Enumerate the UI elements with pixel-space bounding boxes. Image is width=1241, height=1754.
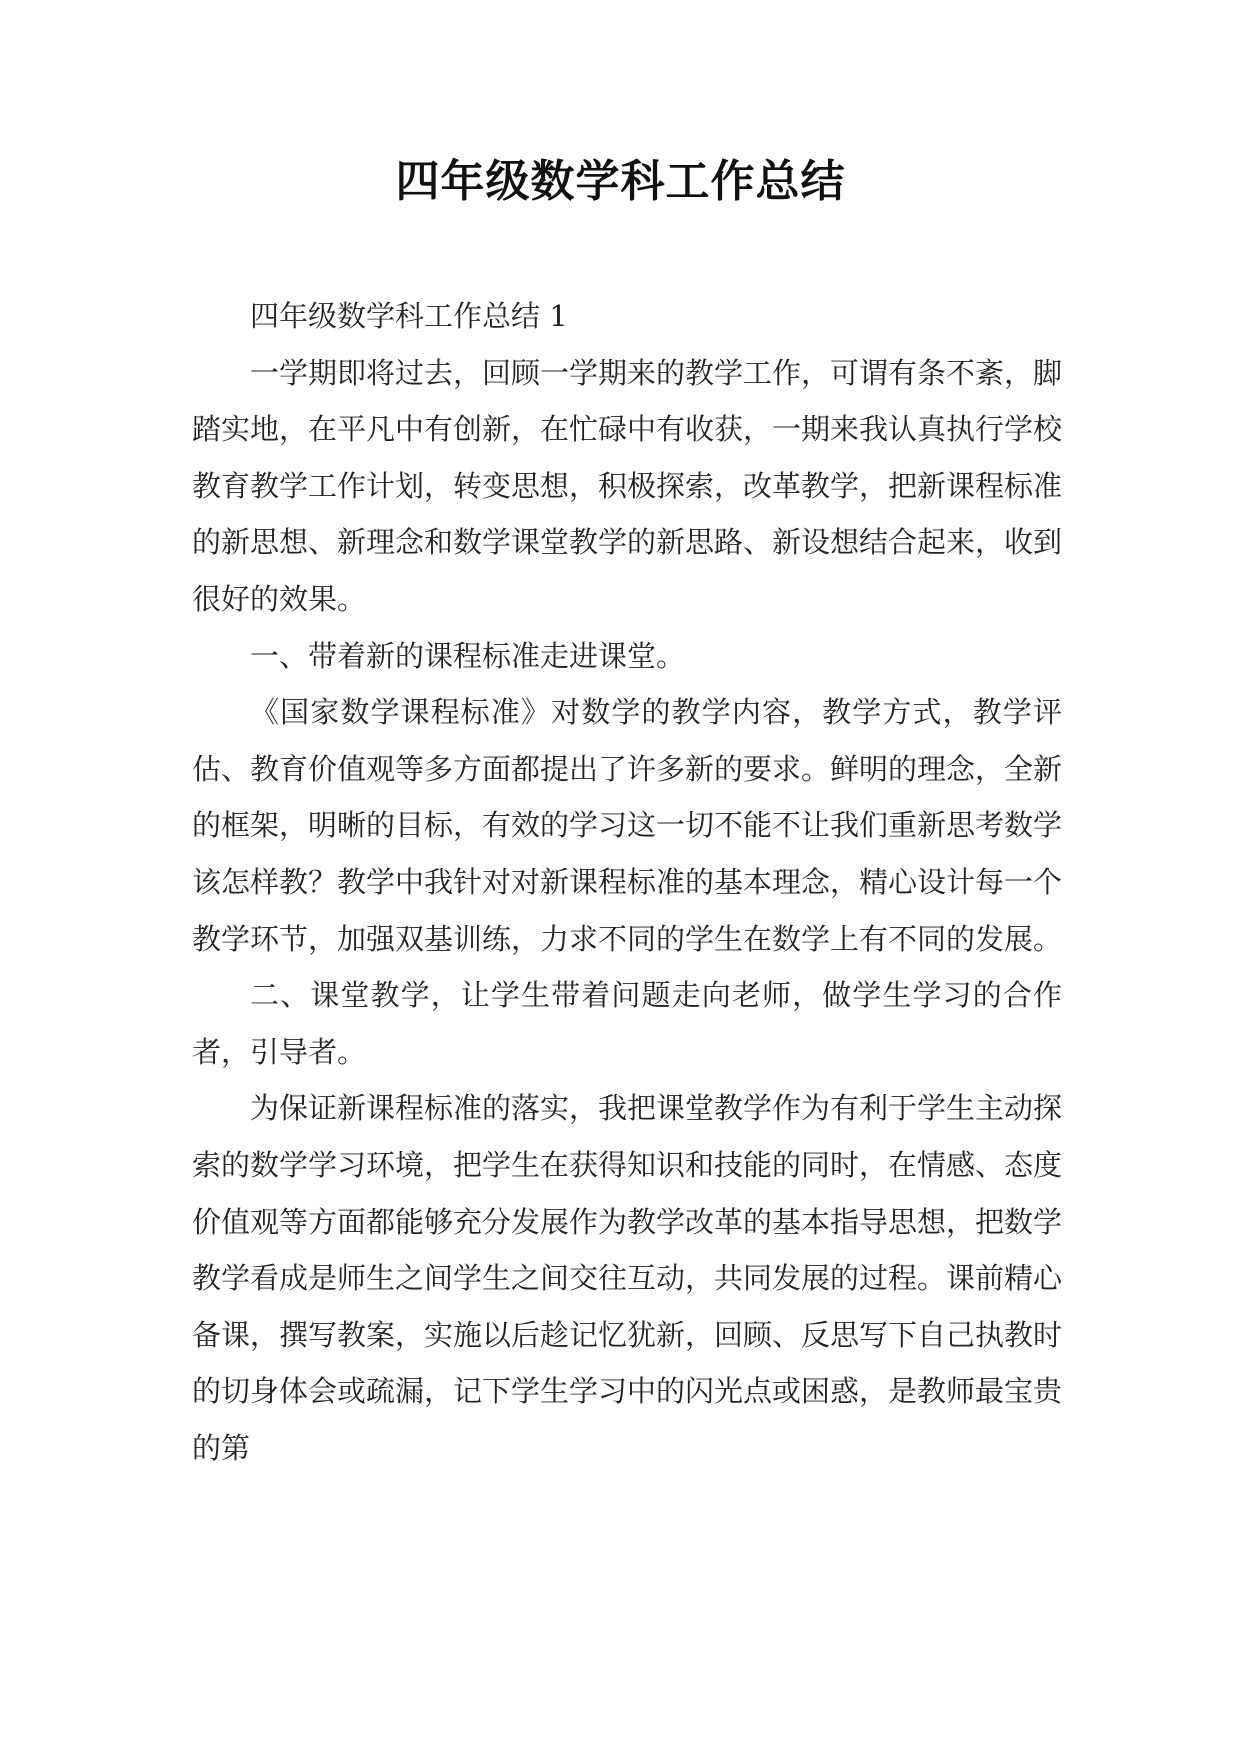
paragraph-intro: 一学期即将过去，回顾一学期来的教学工作，可谓有条不紊，脚踏实地，在平凡中有创新，在忙碌中有收获，一期来我认真执行学校教育教学工作计划，转变思想，积极探索，改革教学，把新课程标准的新思想、新理念和数学课堂教学的新思路、新设想结合起来，收到很好的效果。	[192, 355, 1063, 616]
paragraph-classroom-teaching: 为保证新课程标准的落实，我把课堂教学作为有利于学生主动探索的数学学习环境，把学生在获得知识和技能的同时，在情感、态度价值观等方面都能够充分发展作为教学改革的基本指导思想，把数学教学看成是师生之间学生之间交往互动，共同发展的过程。课前精心备课，撰写教案，实施以后趁记忆犹新，回顾、反思写下自己执教时的切身体会或疏漏，记下学生学习中的闪光点或困惑，是教师最宝贵的第	[192, 1091, 1063, 1465]
section-heading-two: 二、课堂教学，让学生带着问题走向老师，做学生学习的合作者，引导者。	[192, 978, 1062, 1069]
section-heading-1: 四年级数学科工作总结 1	[250, 299, 568, 333]
document-title: 四年级数学科工作总结	[395, 156, 846, 207]
section-heading-one: 一、带着新的课程标准走进课堂。	[250, 638, 686, 673]
paragraph-curriculum-standard: 《国家数学课程标准》对数学的教学内容，教学方式，教学评估、教育价值观等多方面都提出了许多新的要求。鲜明的理念，全新的框架，明晰的目标，有效的学习这一切不能不让我们重新思考数学该怎样教？教学中我针对对新课程标准的基本理念，精心设计每一个教学环节，加强双基训练，力求不同的学生在数学上有不同的发展。	[192, 695, 1063, 956]
document-body	[192, 288, 1062, 1476]
